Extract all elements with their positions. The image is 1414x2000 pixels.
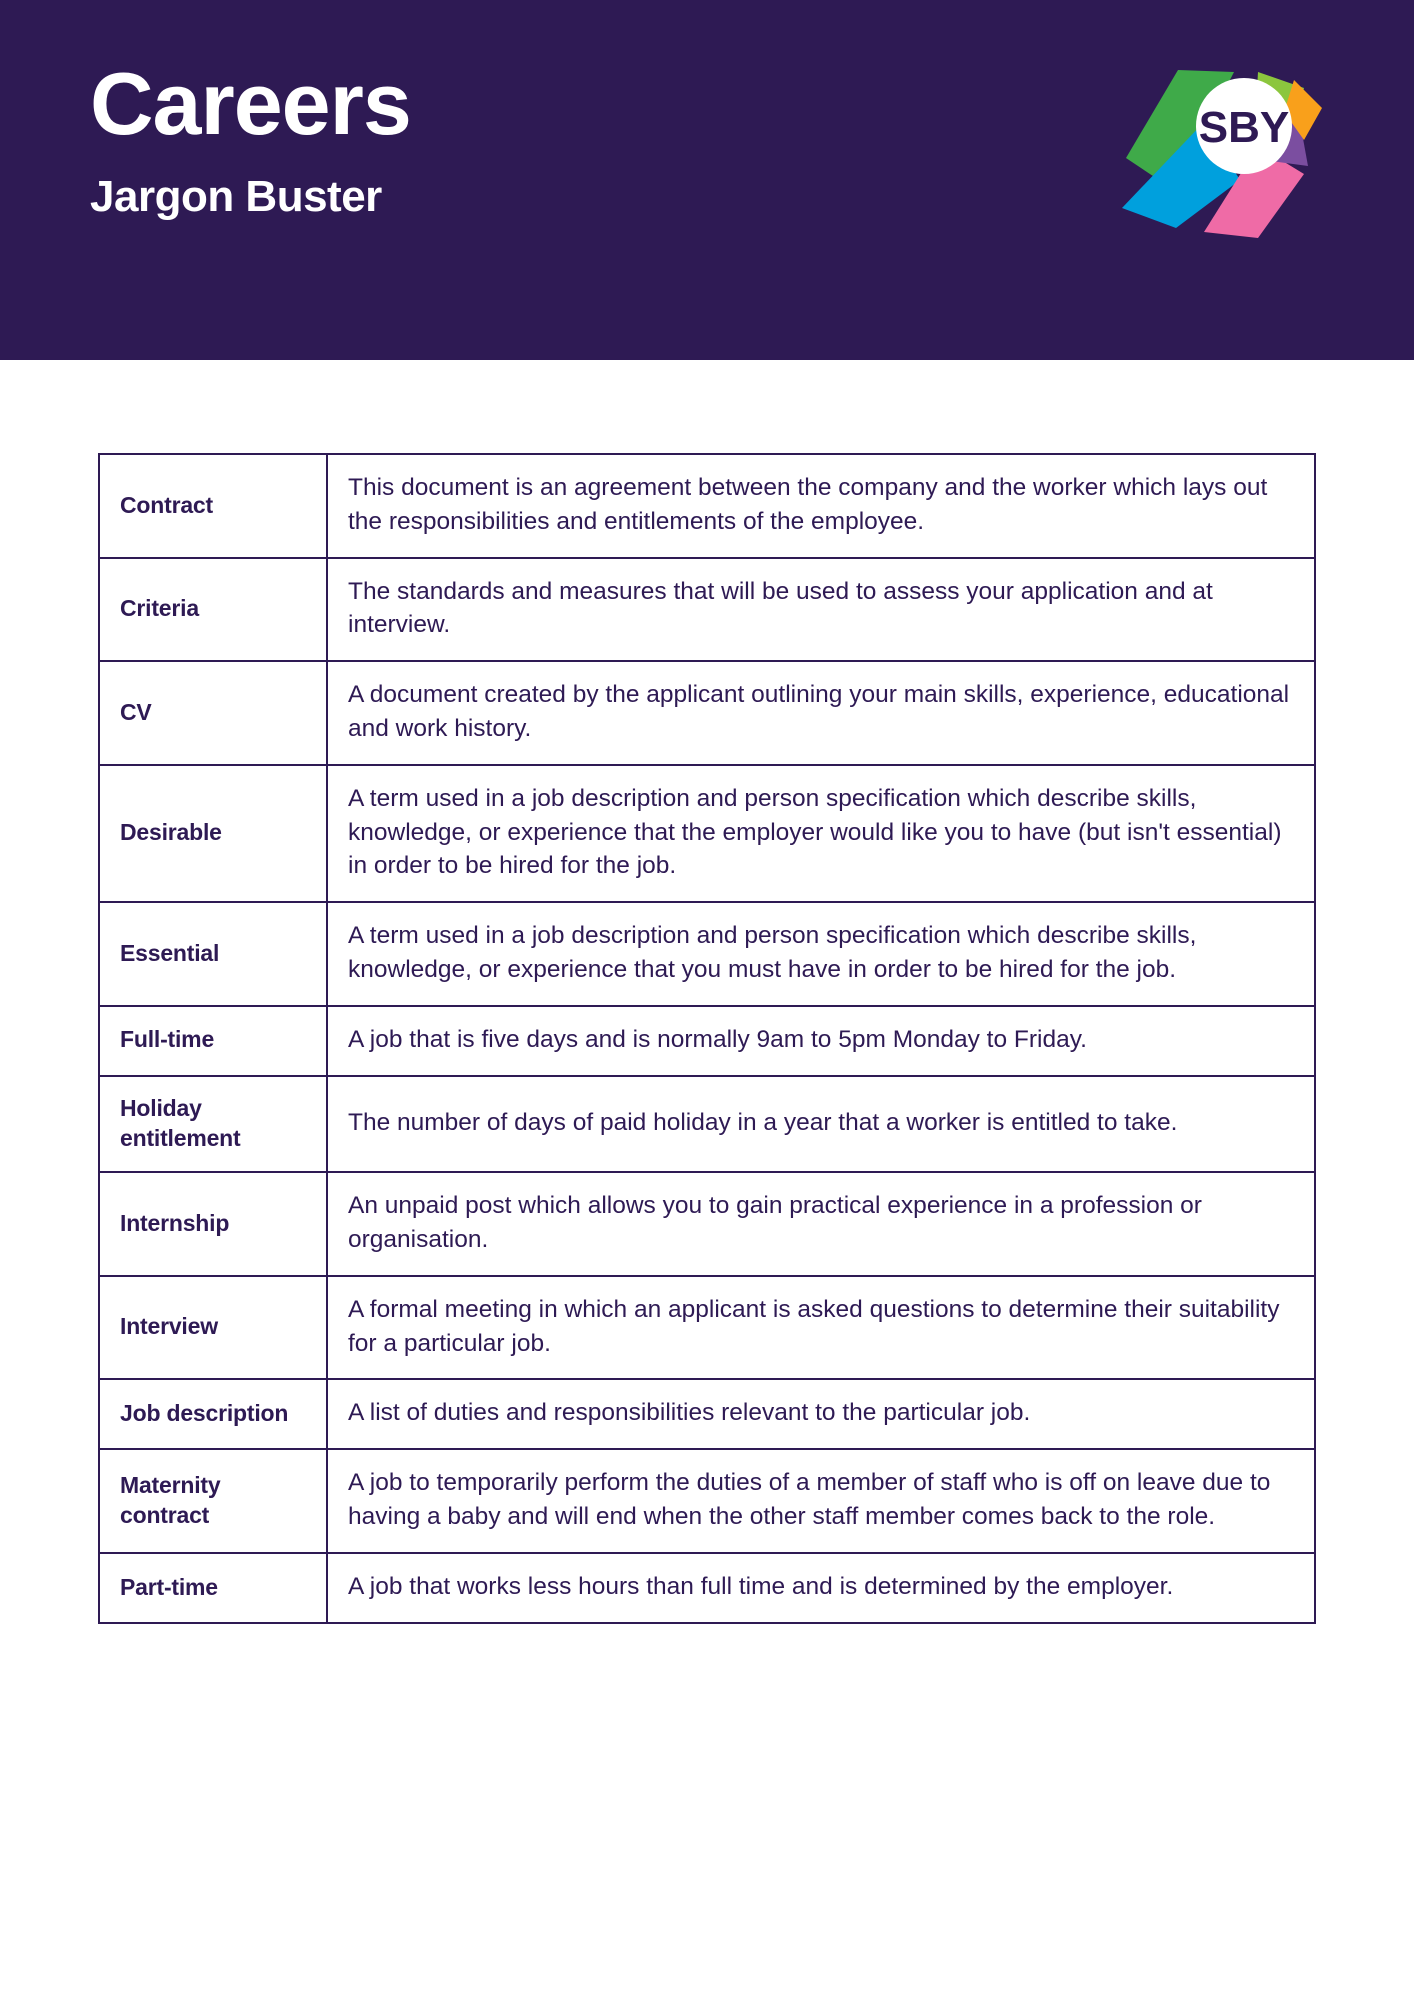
definition-cell: A job to temporarily perform the duties of a member of staff who is off on leave due to having a baby and will end when the other staff member comes back to the role. <box>327 1449 1315 1553</box>
term-cell: Criteria <box>99 558 327 662</box>
sby-logo <box>1108 62 1328 252</box>
definition-cell: A term used in a job description and person specification which describe skills, knowledge, or experience that you must have in order to be hired for the job. <box>327 902 1315 1006</box>
term-cell: Maternity contract <box>99 1449 327 1553</box>
table-row <box>99 558 1315 662</box>
definition-cell: This document is an agreement between the company and the worker which lays out the responsibilities and entitlements of the employee. <box>327 454 1315 558</box>
table-row <box>99 1379 1315 1449</box>
table-row <box>99 1276 1315 1380</box>
term-cell: Interview <box>99 1276 327 1380</box>
table-row <box>99 661 1315 765</box>
page-header <box>0 0 1414 360</box>
page-title: Careers <box>90 54 411 153</box>
page-subtitle: Jargon Buster <box>90 172 382 222</box>
term-cell: Job description <box>99 1379 327 1449</box>
term-cell: Contract <box>99 454 327 558</box>
table-row <box>99 1006 1315 1076</box>
table-row <box>99 902 1315 1006</box>
jargon-table <box>98 453 1316 1624</box>
term-cell: Essential <box>99 902 327 1006</box>
table-row <box>99 1449 1315 1553</box>
definition-cell: The number of days of paid holiday in a year that a worker is entitled to take. <box>327 1076 1315 1173</box>
table-row <box>99 1076 1315 1173</box>
definition-cell: A job that is five days and is normally 9am to 5pm Monday to Friday. <box>327 1006 1315 1076</box>
jargon-table-wrapper <box>0 360 1414 1624</box>
term-cell: Desirable <box>99 765 327 902</box>
definition-cell: The standards and measures that will be used to assess your application and at interview. <box>327 558 1315 662</box>
definition-cell: A term used in a job description and person specification which describe skills, knowledge, or experience that the employer would like you to have (but isn't essential) in order to be hired for the job. <box>327 765 1315 902</box>
term-cell: Internship <box>99 1172 327 1276</box>
jargon-table-body <box>99 454 1315 1623</box>
definition-cell: A document created by the applicant outlining your main skills, experience, educational and work history. <box>327 661 1315 765</box>
term-cell: Holiday entitlement <box>99 1076 327 1173</box>
table-row <box>99 1172 1315 1276</box>
term-cell: Part-time <box>99 1553 327 1623</box>
table-row <box>99 765 1315 902</box>
term-cell: Full-time <box>99 1006 327 1076</box>
definition-cell: A list of duties and responsibilities relevant to the particular job. <box>327 1379 1315 1449</box>
sby-logo-text: SBY <box>1198 103 1290 152</box>
definition-cell: A formal meeting in which an applicant is asked questions to determine their suitability for a particular job. <box>327 1276 1315 1380</box>
definition-cell: A job that works less hours than full time and is determined by the employer. <box>327 1553 1315 1623</box>
term-cell: CV <box>99 661 327 765</box>
table-row <box>99 454 1315 558</box>
table-row <box>99 1553 1315 1623</box>
definition-cell: An unpaid post which allows you to gain practical experience in a profession or organisation. <box>327 1172 1315 1276</box>
